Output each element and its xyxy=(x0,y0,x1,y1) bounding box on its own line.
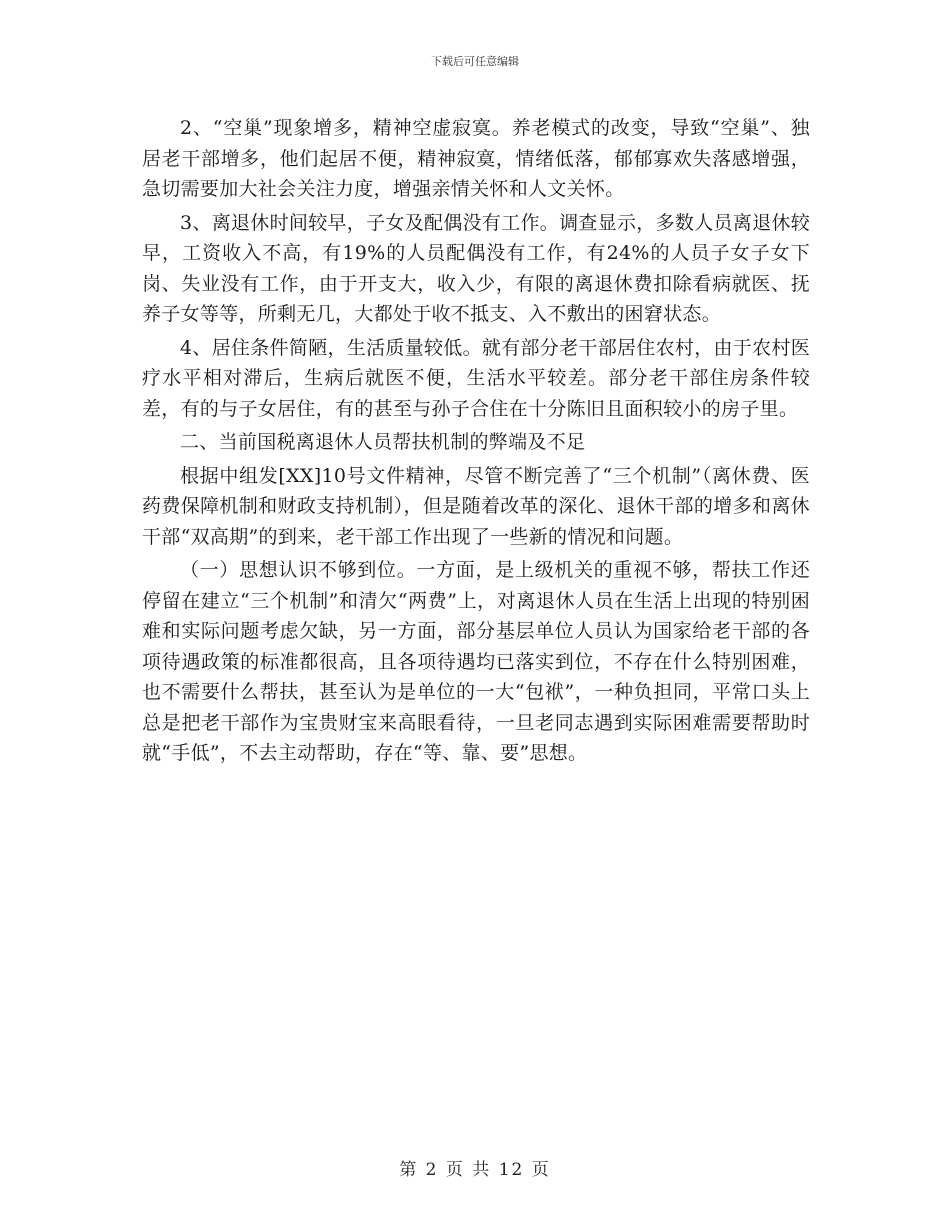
page-header-note: 下载后可任意编辑 xyxy=(431,55,519,68)
paragraph-policy-background: 根据中组发[XX]10号文件精神，尽管不断完善了“三个机制”（离休费、医药费保障机制和财政支持机制），但是随着改革的深化、退休干部的增多和离休干部“双高期”的到来，老干部工作出现了一些新的情况和问题。 xyxy=(142,464,810,548)
page-number: 第 2 页 共 12 页 xyxy=(399,1160,551,1180)
section-heading-two: 二、当前国税离退休人员帮扶机制的弊端及不足 xyxy=(180,431,586,453)
paragraph-living-conditions: 4、居住条件简陋，生活质量较低。就有部分老干部居住农村，由于农村医疗水平相对滞后，生病后就医不便，生活水平较差。部分老干部住房条件较差，有的与子女居住，有的甚至与孙子合住在十分陈旧且面积较小的房子里。 xyxy=(142,336,810,420)
paragraph-empty-nest: 2、“空巢”现象增多，精神空虚寂寞。养老模式的改变，导致“空巢”、独居老干部增多，他们起居不便，精神寂寞，情绪低落，郁郁寡欢失落感增强，急切需要加大社会关注力度，增强亲情关怀和人文关怀。 xyxy=(142,117,810,200)
paragraph-early-retirement: 3、离退休时间较早，子女及配偶没有工作。调查显示，多数人员离退休较早，工资收入不高，有19%的人员配偶没有工作，有24%的人员子女子女下岗、失业没有工作，由于开支大，收入少，有限的离退休费扣除看病就医、抚养子女等等，所剩无几，大都处于收不抵支、入不敷出的困窘状态。 xyxy=(142,211,810,325)
paragraph-awareness: （一）思想认识不够到位。一方面，是上级机关的重视不够，帮扶工作还停留在建立“三个机制”和清欠“两费”上，对离退休人员在生活上出现的特别困难和实际问题考虑欠缺，另一方面，部分基层单位人员认为国家给老干部的各项待遇政策的标准都很高，且各项待遇均已落实到位，不存在什么特别困难，也不需要什么帮扶，甚至认为是单位的一大“包袱”，一种负担同，平常口头上总是把老干部作为宝贵财宝来高眼看待，一旦老同志遇到实际困难需要帮助时就“手低”，不去主动帮助，存在“等、靠、要”思想。 xyxy=(142,559,810,764)
document-body xyxy=(142,113,810,769)
